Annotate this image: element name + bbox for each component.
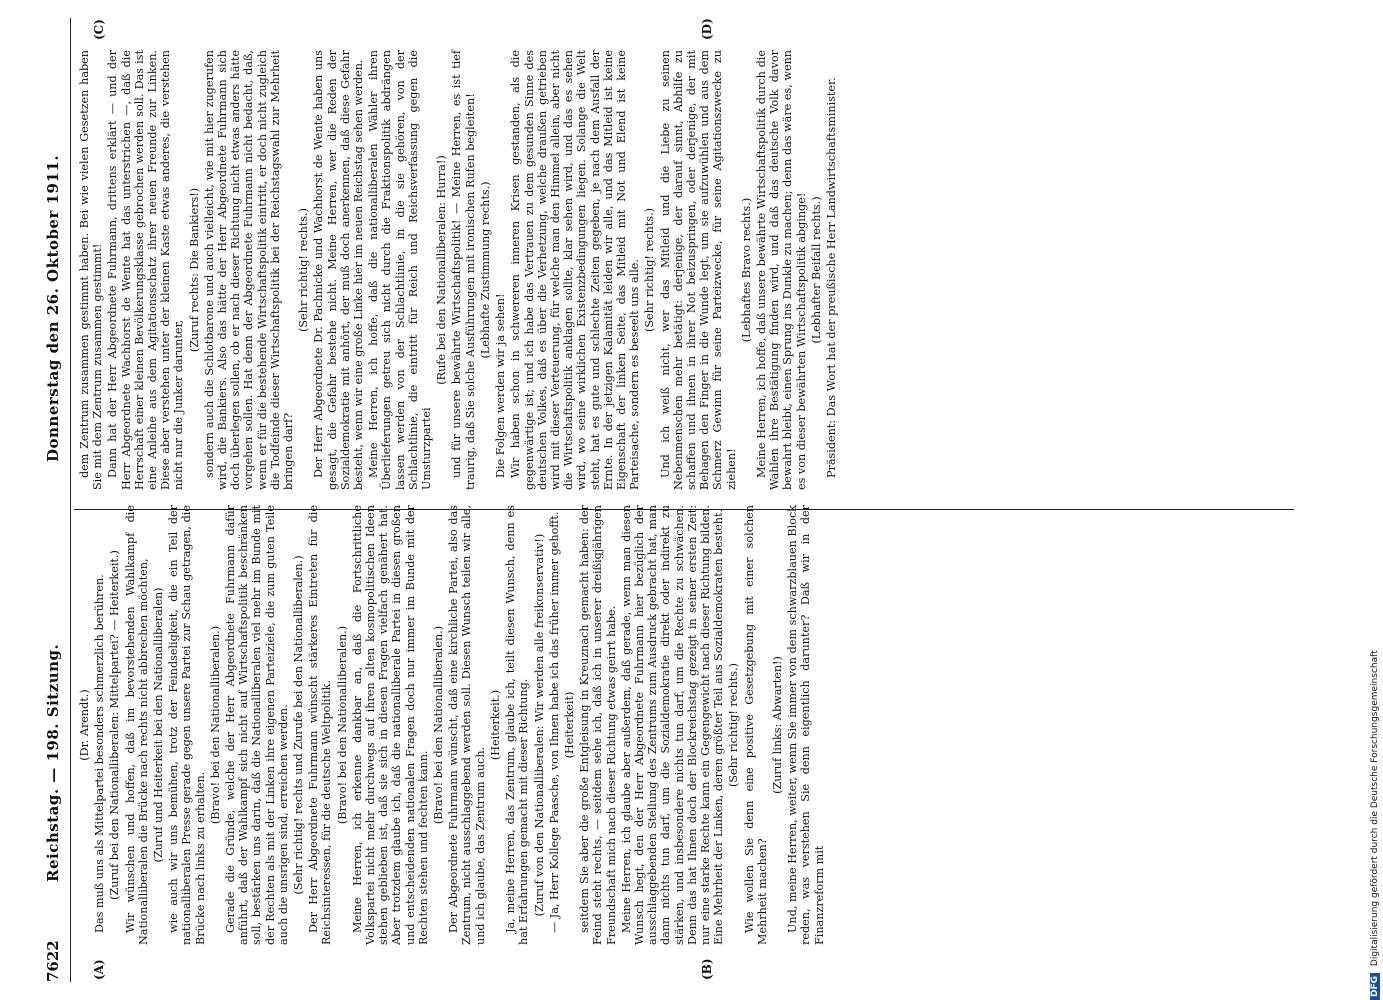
paragraph: (Heiterkeit.) xyxy=(488,689,502,761)
left-text-column xyxy=(78,505,828,945)
running-title: Reichstag. — 198. Sitzung. xyxy=(44,643,62,882)
paragraph: Meine Herren, ich hoffe, daß unsere bewährte Wirtschaftspolitik durch die Wahlen ihre Bestätigung finden wird, und daß das deutsche Volk davor bewahrt bleibt, einen Sprung ins Dunkle zu machen; denn das wäre es, wenn es von dieser bewährten Wirtschaftspolitik abginge! xyxy=(754,50,808,490)
paragraph: (Bravo! bei den Nationalliberalen.) xyxy=(335,625,349,825)
right-text-column xyxy=(78,50,840,490)
margin-mark-b: (B) xyxy=(700,958,714,980)
margin-mark-d: (D) xyxy=(700,18,714,40)
page-header xyxy=(40,18,70,982)
paragraph: Und, meine Herren, weiter, wenn Sie immer von dem schwarzblauen Block reden, was verstehen Sie denn eigentlich darunter? Daß wir in der Finanzreform mit xyxy=(786,505,826,945)
paragraph: Wir wünschen und hoffen, daß im bevorstehenden Wahlkampf die Nationalliberalen die Brücke nach rechts nicht abbrechen möchten, xyxy=(123,505,150,945)
dfg-credit-text: Digitalisierung gefördert durch die Deutsche Forschungsgemeinschaft xyxy=(1370,650,1380,967)
paragraph: Meine Herren, ich glaube aber außerdem, daß gerade, wenn man diesen Wunsch hegt, den der Herr Abgeordnete Fuhrmann hier bezüglich der ausschlaggebenden Stellung des Zentrums zum Ausdruck gebracht hat, man dann nichts tun darf, um die Sozialdemokratie direkt oder indirekt zu stärken, und insbesondere nichts tun darf, um die Rechte zu schwächen. Denn das hat Ihnen doch der Blockreichstag gezeigt in seiner ersten Zeit: nur eine starke Rechte kann ein Gegengewicht nach dieser Richtung bilden. Eine Mehrheit der Linken, deren größter Teil aus Sozialdemokraten besteht. xyxy=(619,505,726,945)
paragraph: (Sehr richtig! rechts und Zurufe bei den Nationalliberalen.) xyxy=(292,555,306,895)
paragraph: Ja, meine Herren, das Zentrum, glaube ich, teilt diesen Wunsch, denn es hat Erfahrungen gemacht mit dieser Richtung. xyxy=(504,505,531,945)
session-date: Donnerstag den 26. Oktober 1911. xyxy=(44,154,62,462)
paragraph: dem Zentrum zusammen gestimmt haben. Bei wie vielen Gesetzen haben Sie mit dem Zentrum zusammen gestimmt! xyxy=(78,50,105,490)
paragraph: Die Folgen werden wir ja sehen! xyxy=(494,293,508,478)
paragraph: (Lebhafter Beifall rechts.) xyxy=(809,196,823,344)
column-divider xyxy=(74,509,1294,510)
paragraph: Dann hat der Herr Abgeordnete Fuhrmann, drittens erklärt — und der Herr Abgeordnete Wachhorst de Wente hat das unterstrichen —, daß die Herrschaft einer kleinen Bevölkerungsklasse gebrochen werden soll. Das ist eine Anleihe aus dem Agitationsschatz ihrer neuen Freunde zur Linken. Diese aber verstehen unter der kleinen Kaste etwas anderes, die verstehen nicht nur die Junker darunter, xyxy=(106,50,186,490)
paragraph: Das muß uns als Mittelpartei besonders schmerzlich berühren. xyxy=(93,574,107,933)
paragraph: Der Abgeordnete Fuhrmann wünscht, daß eine kirchliche Partei, also das Zentrum, nicht ausschlaggebend werden soll. Diesen Wunsch teilen wir alle, und ich glaube, das Zentrum auch. xyxy=(447,505,487,945)
paragraph: (Zuruf links: Abwarten!) xyxy=(770,656,784,794)
paragraph: seitdem Sie aber die große Entgleisung in Kreuznach gemacht haben: der Feind steht rechts, — seitdem sehe ich, daß ich in unserer dreißigjährigen Freundschaft mich nach dieser Richtung etwas geirrt habe. xyxy=(578,505,618,945)
paragraph: Wie wollen Sie denn eine positive Gesetzgebung mit einer solchen Mehrheit machen? xyxy=(742,505,769,945)
paragraph: (Bravo! bei den Nationalliberalen.) xyxy=(432,625,446,825)
paragraph: (Sehr richtig! rechts.) xyxy=(643,207,657,333)
dfg-credit xyxy=(1370,0,1382,1000)
margin-mark-a: (A) xyxy=(92,959,106,980)
paragraph: (Sehr richtig! rechts.) xyxy=(297,207,311,333)
paragraph: (Heiterkeit) xyxy=(562,691,576,759)
page-number: 7622 xyxy=(44,940,62,982)
paragraph: Wir haben schon in schwereren inneren Krisen gestanden, als die gegenwärtige ist; und ich habe das Vertrauen zu dem gesunden Sinne des deutschen Volkes, daß es über die Verhetzung, welche draußen getrieben wird mit dieser Verteuerung, für welche man den Himmel allein, aber nicht die Wirtschaftspolitik anklagen sollte, klar sehen wird, und das es sehen wird, wo seine wirklichen Existenzbedingungen liegen. Solange die Welt steht, hat es gute und schlechte Zeiten gegeben, je nach dem Ausfall der Ernte. In der jetzigen Kalamität leiden wir alle, und das Mitleid ist keine Eigenschaft der linken Seite, das Mitleid mit Not und Elend ist keine Parteisache, sondern es beseelt uns alle. xyxy=(509,50,642,490)
paragraph: Der Herr Abgeordnete Dr. Pachnicke und Wachhorst de Wente haben uns gesagt, die Gefahr bestehe nicht. Meine Herren, wer die Reden der Sozialdemokratie mit anhört, der muß doch anerkennen, daß diese Gefahr besteht, wenn wir eine große Linke hier im neuen Reichstag sehen werden. xyxy=(312,50,366,490)
paragraph: (Zuruf von den Nationalliberalen: Wir werden alle freikonservativ!) xyxy=(532,533,546,917)
margin-mark-c: (C) xyxy=(92,19,106,40)
paragraph: sondern auch die Schlotbarone und auch vielleicht, wie mit hier zugerufen wird, die Bankiers. Also das hätte der Herr Abgeordnete Fuhrmann sich doch überlegen sollen, ob er nach dieser Richtung nicht etwas anders hätte vorgehen sollen. Hat denn der Abgeordnete Fuhrmann nicht bedacht, daß, wenn er für die bestehende Wirtschaftspolitik eintritt, er doch nicht zugleich die Todfeinde dieser Wirtschaftspolitik bei der Reichstagswahl zur Mehrheit bringen darf? xyxy=(202,50,296,490)
paragraph: (Zuruf rechts: Die Bankiers!) xyxy=(187,187,201,353)
paragraph: Meine Herren, ich erkenne dankbar an, daß die Fortschrittliche Volkspartei nicht mehr durchwegs auf ihren alten kosmopolitischen Ideen stehen geblieben ist, daß sie sich in diesen Fragen vielfach genähert hat. Aber trotzdem glaube ich, daß die nationalliberale Partei in diesen großen und entscheidenden nationalen Fragen doch nur immer im Bunde mit der Rechten stehen und fechten kann. xyxy=(350,505,430,945)
paragraph: Meine Herren, ich hoffe, daß die nationalliberalen Wähler ihren Überlieferungen getreu sich nicht durch die Fraktionspolitik abdrängen lassen werden von der Schlachtlinie, in die sie gehören, von der Schlachtlinie, die eintritt für Reich und Reichsverfassung gegen die Umsturzpartei xyxy=(367,50,434,490)
paragraph: (Zuruf bei den Nationalliberalen: Mittelpartei? — Heiterkeit.) xyxy=(108,550,122,900)
paragraph: Und ich weiß nicht, wer das Mitleid und die Liebe zu seinen Nebenmenschen mehr betätigt: derjenige, der darauf sinnt, Abhilfe zu schaffen und ihnen in ihrer Not beizuspringen, oder derjenige, der mit Behagen den Finger in die Wunde legt, um sie aufzuwühlen und aus dem Schmerz Gewinn für seine Parteizwecke, für seine Agitationszwecke zu ziehen! xyxy=(658,50,738,490)
paragraph: (Lebhaftes Bravo rechts.) xyxy=(739,197,753,343)
paragraph: und für unsere bewährte Wirtschaftspolitik! — Meine Herren, es ist tief traurig, daß Sie solche Ausführungen mit ironischen Rufen begleiten! xyxy=(450,50,477,490)
paragraph: (Zuruf und Heiterkeit bei den Nationalliberalen) xyxy=(152,587,166,863)
dfg-logo: DFG xyxy=(1370,973,1380,1000)
paragraph: wie auch wir uns bemühen, trotz der Feindseligkeit, die ein Teil der nationalliberalen Presse gerade gegen unsere Partei zur Schau getragen, die Brücke nach links zu erhalten. xyxy=(167,505,207,945)
header-rule xyxy=(70,18,71,982)
paragraph: — Ja, Herr Kollege Paasche, von Ihnen habe ich das früher immer gehofft. xyxy=(547,511,561,933)
paragraph: (Lebhafte Zustimmung rechts.) xyxy=(478,181,492,359)
paragraph: (Dr. Arendt.) xyxy=(78,689,91,761)
paragraph: Der Herr Abgeordnete Fuhrmann wünscht stärkeres Eintreten für die Reichsinteressen, für die deutsche Weltpolitik. xyxy=(307,505,334,945)
paragraph: Präsident: Das Wort hat der preußische Herr Landwirtschaftsminister. xyxy=(824,77,838,478)
paragraph: (Bravo! bei den Nationalliberalen.) xyxy=(208,625,222,825)
paragraph: Gerade die Gründe, welche der Herr Abgeordnete Fuhrmann dafür anführt, daß der Wahlkampf sich nicht auf Wirtschaftspolitik beschränken soll, bestärken uns darin, daß die Nationalliberalen viel mehr im Bunde mit der Rechten als mit der Linken ihre eigenen Parteiziele, die zum guten Teile auch die unsrigen sind, erreichen werden. xyxy=(224,505,290,945)
paragraph: (Sehr richtig! rechts.) xyxy=(727,662,741,788)
paragraph: (Rufe bei den Nationalliberalen: Hurra!) xyxy=(435,155,449,385)
